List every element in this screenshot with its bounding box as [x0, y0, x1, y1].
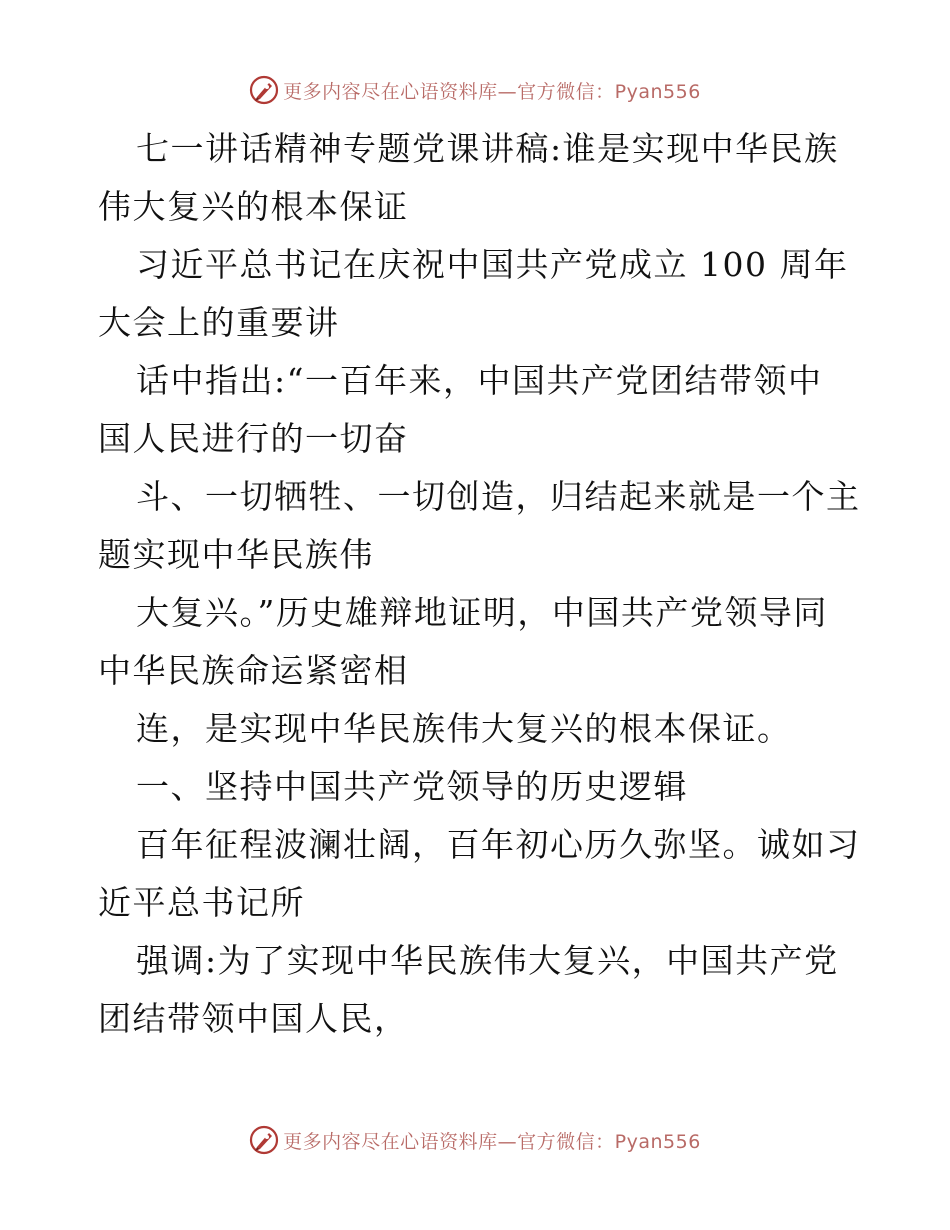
document-body	[98, 120, 861, 1048]
paragraph-line: 国人民进行的一切奋	[98, 419, 409, 458]
section-heading: 一、坚持中国共产党领导的历史逻辑	[136, 767, 688, 806]
paragraph-line: 百年征程波澜壮阔，百年初心历久弥坚。诚如习	[136, 825, 861, 864]
pen-logo-icon	[249, 75, 279, 105]
title-line-2: 伟大复兴的根本保证	[98, 187, 409, 226]
paragraph-line: 强调:为了实现中华民族伟大复兴，中国共产党	[136, 941, 839, 980]
paragraph-line: 话中指出:“一百年来，中国共产党团结带领中	[136, 361, 823, 400]
header-watermark-text: 更多内容尽在心语资料库—官方微信：Pyan556	[283, 80, 701, 103]
paragraph-line: 连，是实现中华民族伟大复兴的根本保证。	[136, 709, 792, 748]
title-line-1: 七一讲话精神专题党课讲稿:谁是实现中华民族	[136, 129, 839, 168]
paragraph-line: 习近平总书记在庆祝中国共产党成立 100 周年	[136, 245, 849, 284]
footer-watermark-text: 更多内容尽在心语资料库—官方微信：Pyan556	[283, 1130, 701, 1153]
header-watermark	[0, 70, 950, 110]
paragraph-line: 斗、一切牺牲、一切创造，归结起来就是一个主	[136, 477, 861, 516]
paragraph-line: 题实现中华民族伟	[98, 535, 374, 574]
pen-logo-icon	[249, 1125, 279, 1155]
paragraph-line: 大会上的重要讲	[98, 303, 340, 342]
paragraph-line: 近平总书记所	[98, 883, 305, 922]
paragraph-line: 团结带领中国人民，	[98, 999, 409, 1038]
footer-watermark	[0, 1120, 950, 1160]
paragraph-line: 大复兴。”历史雄辩地证明，中国共产党领导同	[136, 593, 828, 632]
paragraph-line: 中华民族命运紧密相	[98, 651, 409, 690]
